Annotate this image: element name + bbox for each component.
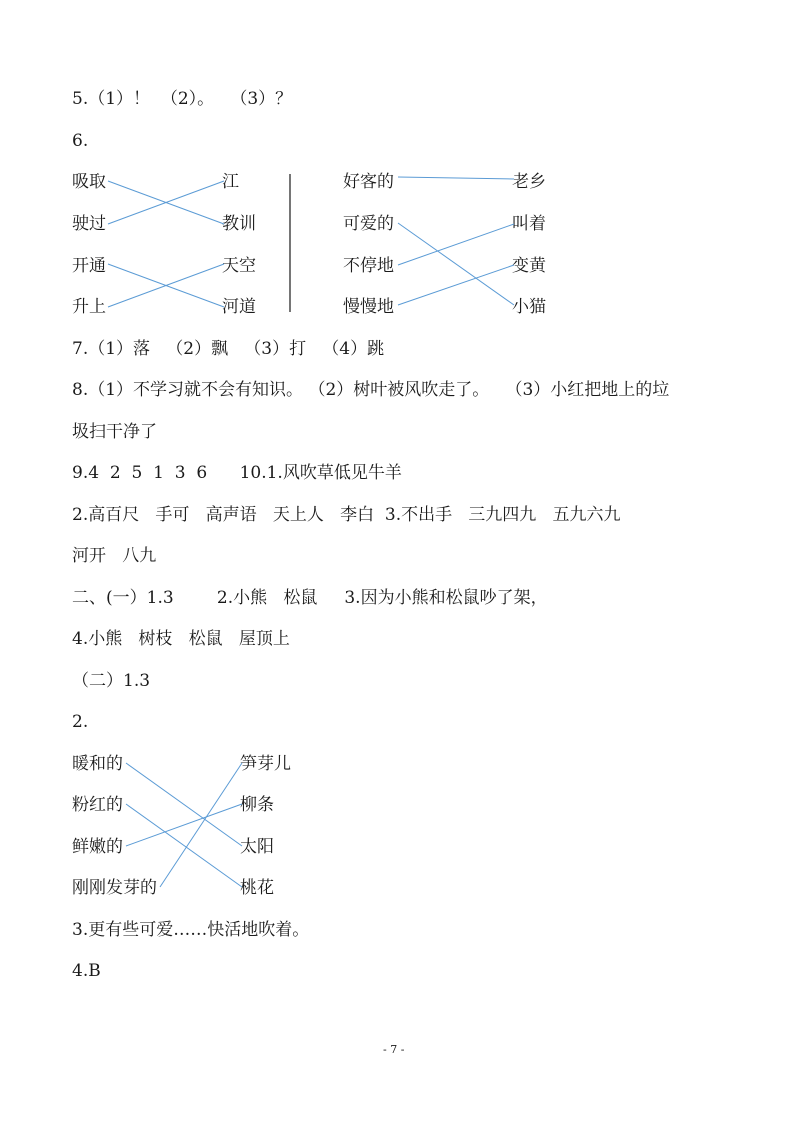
match6-left-b-1: 教训: [222, 214, 256, 234]
line-xiannen-liutiao: [126, 804, 242, 846]
answer-6-label: 6.: [72, 131, 89, 151]
match6-left-a-0: 吸取: [72, 172, 106, 192]
answer-8-line1: 8.（1）不学习就不会有知识。 （2）树叶被风吹走了。 （3）小红把地上的垃: [72, 380, 670, 400]
line-keai-xiaomao: [398, 223, 514, 305]
match2-left-0: 暖和的: [72, 754, 123, 774]
page-number: - 7 -: [383, 1043, 405, 1056]
match6-left-a-2: 开通: [72, 256, 106, 276]
line-nuanhe-taiyang: [126, 763, 242, 846]
match2-right-0: 笋芽儿: [240, 754, 291, 774]
answer-5: 5.（1）！ （2）。 （3）？: [72, 89, 293, 109]
match2-left-1: 粉红的: [72, 795, 123, 815]
match6-right-b-1: 叫着: [512, 214, 546, 234]
line-fenhong-taohua: [126, 804, 242, 887]
answer-10-2-line2: 河开 八九: [72, 546, 157, 566]
match6-right-b-2: 变黄: [512, 256, 546, 276]
match2-right-2: 太阳: [240, 837, 274, 857]
answer-10-2-line1: 2.高百尺 手可 高声语 天上人 李白 3.不出手 三九四九 五九六九: [72, 505, 621, 525]
line-butingdi-jiaozhe: [398, 224, 514, 265]
section-2-part-2: （二）1.3: [72, 671, 151, 691]
line-ganggang-sunyaer: [160, 763, 242, 887]
match6-right-a-3: 慢慢地: [343, 297, 394, 317]
match6-left-b-0: 江: [222, 172, 239, 192]
match6-right-a-0: 好客的: [343, 172, 394, 192]
match6-left-b-3: 河道: [222, 297, 256, 317]
answer-9-10: 9.4 2 5 1 3 6 10.1.风吹草低见牛羊: [72, 463, 402, 483]
match6-left-a-3: 升上: [72, 297, 106, 317]
section-2-answer-4: 4.小熊 树枝 松鼠 屋顶上: [72, 629, 290, 649]
line-haoke-laoxiang: [398, 177, 514, 179]
match2-right-1: 柳条: [240, 795, 274, 815]
match6-right-b-0: 老乡: [512, 172, 546, 192]
match6-left-a-1: 驶过: [72, 214, 106, 234]
match2-left-3: 刚刚发芽的: [72, 878, 157, 898]
line-manman-bianhuang: [398, 265, 514, 305]
match2-right-3: 桃花: [240, 878, 274, 898]
match6-right-a-1: 可爱的: [343, 214, 394, 234]
answer-7: 7.（1）落 （2）飘 （3）打 （4）跳: [72, 339, 385, 359]
part-2-answer-4: 4.B: [72, 961, 101, 981]
match2-left-2: 鲜嫩的: [72, 837, 123, 857]
answer-8-line2: 圾扫干净了: [72, 422, 157, 442]
match6-right-b-3: 小猫: [512, 297, 546, 317]
part-2-answer-2-label: 2.: [72, 712, 89, 732]
match6-left-b-2: 天空: [222, 256, 256, 276]
section-2-part-1: 二、(一）1.3 2.小熊 松鼠 3.因为小熊和松鼠吵了架，: [72, 588, 548, 608]
match6-right-a-2: 不停地: [343, 256, 394, 276]
part-2-answer-3: 3.更有些可爱……快活地吹着。: [72, 920, 310, 940]
